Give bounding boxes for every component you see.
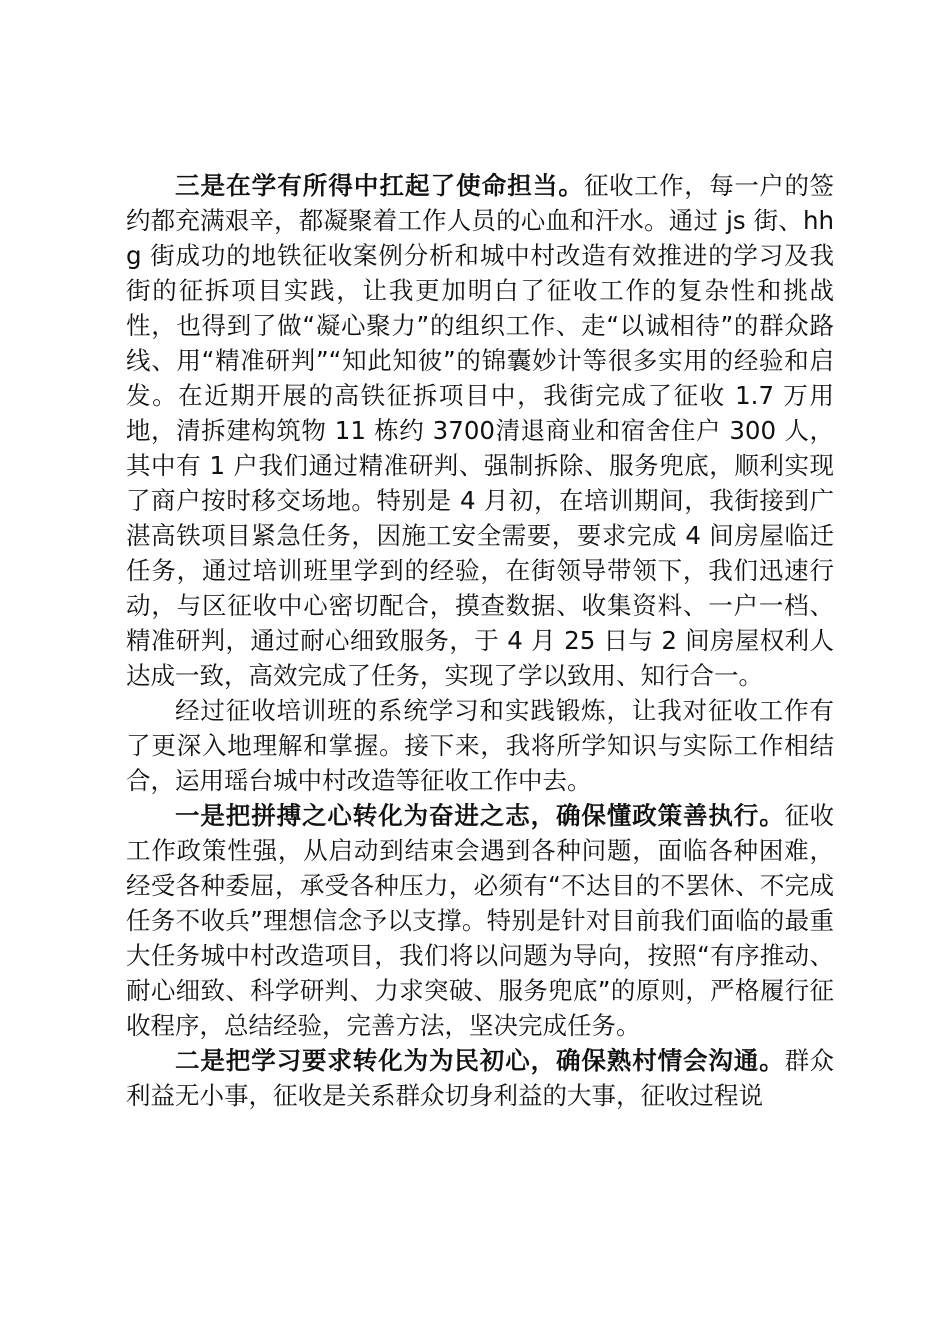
paragraph-text: 征收工作政策性强，从启动到结束会遇到各种问题，面临各种困难，经受各种委屈，承受各种压力，必须有“不达目的不罢休、不完成任务不收兵”理想信念予以支撑。特别是针对目前我们面临的最重大任务城中村改造项目，我们将以问题为导向，按照“有序推动、耐心细致、科学研判、力求突破、服务兜底”的原则，严格履行征收程序，总结经验，完善方法，坚决完成任务。 [126,801,835,1040]
paragraph-plan-2 [126,1043,834,1113]
paragraph-achievement-3 [126,168,834,693]
paragraph-lead-heading: 三是在学有所得中扛起了使命担当。 [175,171,584,200]
paragraph-text: 征收工作，每一户的签约都充满艰辛，都凝聚着工作人员的心血和汗水。通过 js 街、hhg 街成功的地铁征收案例分析和城中村改造有效推进的学习及我街的征拆项目实践，让我更加明白了征收工作的复杂性和挑战性，也得到了做“凝心聚力”的组织工作、走“以诚相待”的群众路线、用“精准研判”“知此知彼”的锦囊妙计等很多实用的经验和启发。在近期开展的高铁征拆项目中，我街完成了征收 1.7 万用地，清拆建构筑物 11 栋约 3700清退商业和宿舍住户 300 人，其中有 1 户我们通过精准研判、强制拆除、服务兜底，顺利实现了商户按时移交场地。特别是 4 月初，在培训期间，我街接到广湛高铁项目紧急任务，因施工安全需要，要求完成 4 间房屋临迁任务，通过培训班里学到的经验，在街领导带领下，我们迅速行动，与区征收中心密切配合，摸查数据、收集资料、一户一档、精准研判，通过耐心细致服务，于 4 月 25 日与 2 间房屋权利人达成一致，高效完成了任务，实现了学以致用、知行合一。 [126,171,835,690]
paragraph-lead-heading: 一是把拼搏之心转化为奋进之志，确保懂政策善执行。 [175,801,785,830]
document-body [126,168,834,1113]
paragraph-plan-1 [126,798,834,1043]
paragraph-lead-heading: 二是把学习要求转化为为民初心，确保熟村情会沟通。 [175,1046,785,1075]
paragraph-text: 群众利益无小事，征收是关系群众切身利益的大事，征收过程说 [126,1046,835,1110]
paragraph-transition [126,693,834,798]
paragraph-text: 经过征收培训班的系统学习和实践锻炼，让我对征收工作有了更深入地理解和掌握。接下来，我将所学知识与实际工作相结合，运用瑶台城中村改造等征收工作中去。 [126,696,834,795]
